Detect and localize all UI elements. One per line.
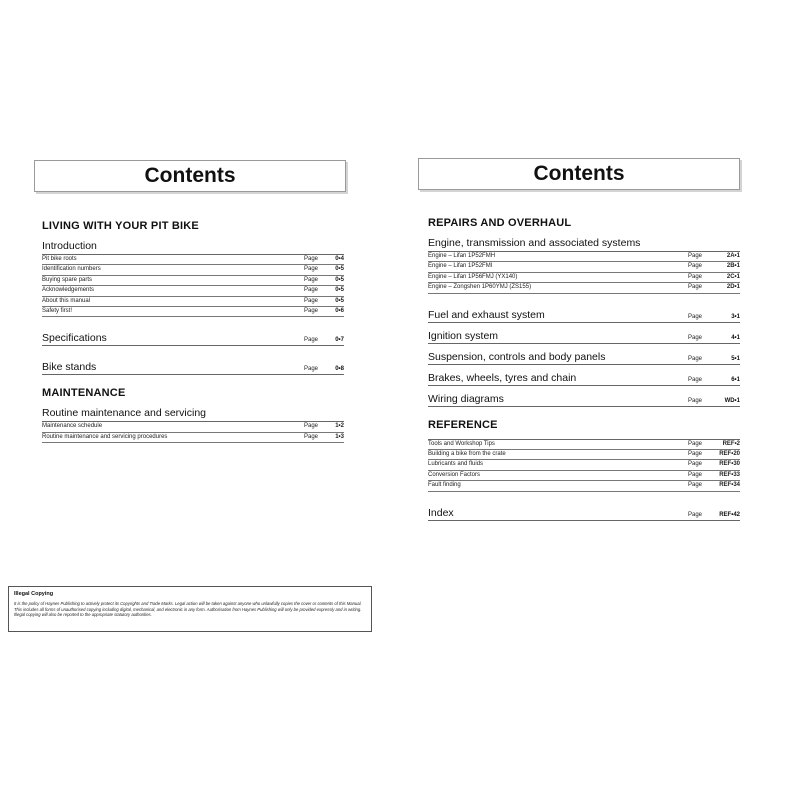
toc-entry[interactable]: Pit bike roots Page 0•4 [42, 255, 344, 265]
toc-entry[interactable]: Routine maintenance and servicing procedures Page 1•3 [42, 433, 344, 443]
section-reference [428, 439, 740, 492]
toc-entry[interactable]: Conversion Factors Page REF•33 [428, 471, 740, 481]
toc-entry-suspension[interactable]: Suspension, controls and body panels Page 5•1 [428, 350, 740, 363]
contents-title-left: Contents [34, 160, 346, 192]
toc-entry[interactable]: Engine – Lifan 1P52FMI Page 2B•1 [428, 262, 740, 272]
contents-title-right: Contents [418, 158, 740, 190]
toc-entry-specifications[interactable]: Specifications Page 0•7 [42, 332, 344, 345]
section-routine-maintenance [42, 407, 344, 443]
toc-entry[interactable]: Engine – Zongshen 1P60YMJ (ZS155) Page 2D•1 [428, 283, 740, 293]
illegal-copying-title: Illegal Copying [14, 591, 54, 597]
toc-entry[interactable]: Lubricants and fluids Page REF•30 [428, 460, 740, 470]
toc-entry-index[interactable]: Index Page REF•42 [428, 506, 740, 519]
toc-right [428, 217, 740, 527]
section-title[interactable]: Routine maintenance and servicing [42, 407, 344, 422]
toc-entry-fuel[interactable]: Fuel and exhaust system Page 3•1 [428, 308, 740, 321]
section-introduction [42, 240, 344, 317]
part-heading-repairs: REPAIRS AND OVERHAUL [428, 217, 572, 229]
toc-entry-ignition[interactable]: Ignition system Page 4•1 [428, 329, 740, 342]
toc-entry[interactable]: Acknowledgements Page 0•5 [42, 286, 344, 296]
illegal-copying-text: It is the policy of Haynes Publishing to actively protect its Copyrights and Trade Marks. Legal action will be taken against anyone who unlawfully copies the cover or contents of this Manual. This includes all forms of unauthorised copying including digital, mechanical, and electronic in any form. Authorisation from Haynes Publishing will only be provided expressly and in writing. Illegal copying will also be reported to the appropriate statutory authorities. [14, 601, 362, 618]
part-heading-reference: REFERENCE [428, 418, 498, 431]
toc-entry[interactable]: Buying spare parts Page 0•5 [42, 276, 344, 286]
toc-entry-wiring[interactable]: Wiring diagrams Page WD•1 [428, 392, 740, 405]
toc-entry[interactable]: Engine – Lifan 1P56FMJ (YX140) Page 2C•1 [428, 273, 740, 283]
part-heading-living: LIVING WITH YOUR PIT BIKE [42, 220, 199, 232]
illegal-copying-notice [8, 586, 372, 632]
toc-entry[interactable]: About this manual Page 0•5 [42, 297, 344, 307]
toc-entry[interactable]: Tools and Workshop Tips Page REF•2 [428, 439, 740, 450]
toc-entry[interactable]: Building a bike from the crate Page REF•20 [428, 450, 740, 460]
toc-left [42, 220, 344, 449]
toc-entry[interactable]: Identification numbers Page 0•5 [42, 265, 344, 275]
toc-entry-brakes[interactable]: Brakes, wheels, tyres and chain Page 6•1 [428, 371, 740, 384]
toc-entry[interactable]: Fault finding Page REF•34 [428, 481, 740, 491]
section-title[interactable]: Introduction [42, 240, 344, 255]
toc-entry[interactable]: Maintenance schedule Page 1•2 [42, 422, 344, 432]
toc-entry[interactable]: Safety first! Page 0•6 [42, 307, 344, 317]
toc-entry-bike-stands[interactable]: Bike stands Page 0•8 [42, 361, 344, 374]
part-heading-maintenance: MAINTENANCE [42, 387, 126, 400]
toc-entry[interactable]: Engine – Lifan 1P52FMH Page 2A•1 [428, 252, 740, 262]
section-title[interactable]: Engine, transmission and associated systems [428, 237, 740, 252]
section-engine [428, 237, 740, 294]
